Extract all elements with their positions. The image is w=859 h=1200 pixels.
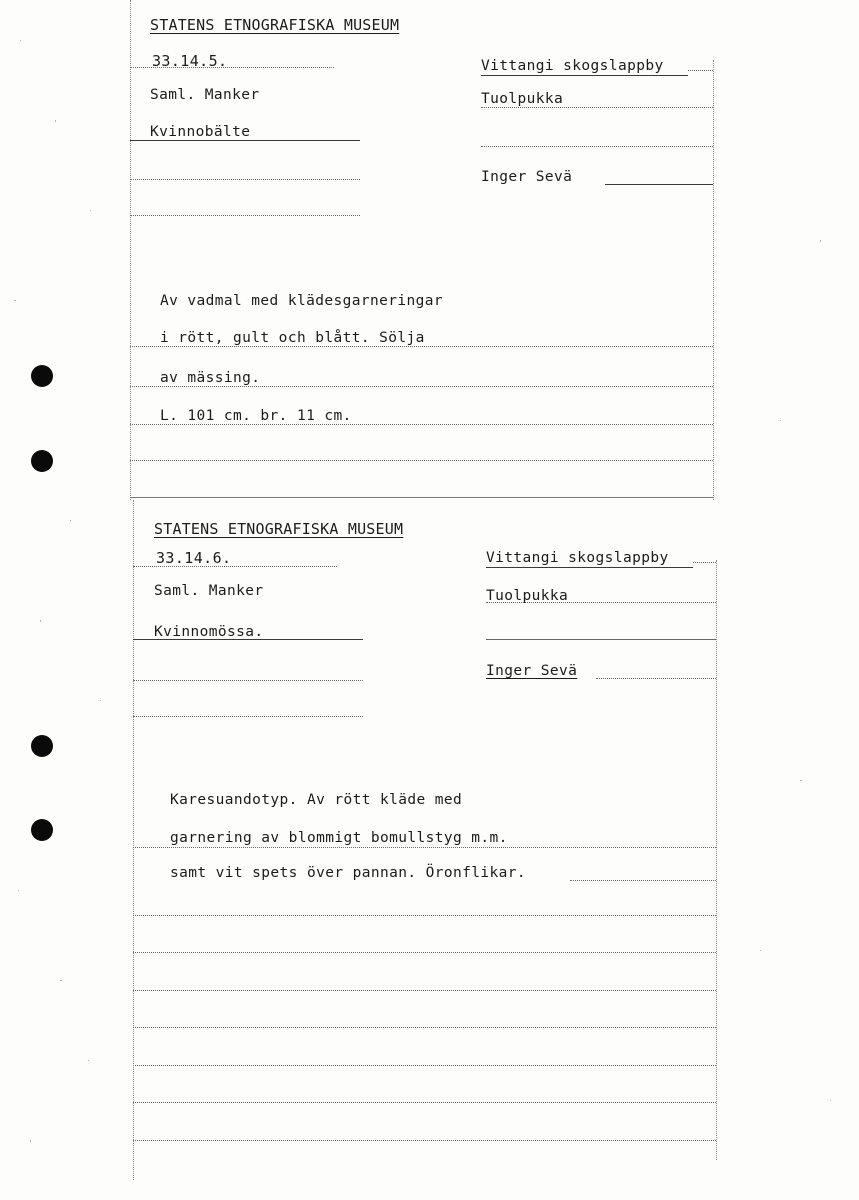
description-line: Karesuandotyp. Av rött kläde med bbox=[170, 792, 463, 808]
description-line: Av vadmal med klädesgarneringar bbox=[160, 293, 444, 309]
description-line: samt vit spets över pannan. Öronflikar. bbox=[170, 865, 527, 881]
collection-label: Saml. Manker bbox=[150, 87, 260, 103]
description-line: L. 101 cm. br. 11 cm. bbox=[160, 408, 352, 424]
museum-header: STATENS ETNOGRAFISKA MUSEUM bbox=[154, 520, 404, 538]
object-name: Kvinnobälte bbox=[150, 124, 251, 140]
description-line: i rött, gult och blått. Sölja bbox=[160, 330, 425, 346]
person-name: Inger Sevä bbox=[486, 663, 578, 679]
place-name: Vittangi skogslappby bbox=[486, 550, 669, 566]
locality-name: Tuolpukka bbox=[486, 588, 569, 604]
museum-header: STATENS ETNOGRAFISKA MUSEUM bbox=[150, 16, 400, 34]
locality-name: Tuolpukka bbox=[481, 91, 564, 107]
person-name: Inger Sevä bbox=[481, 169, 573, 185]
catalog-number: 33.14.5. bbox=[152, 52, 228, 70]
catalog-number: 33.14.6. bbox=[156, 549, 232, 567]
description-line: garnering av blommigt bomullstyg m.m. bbox=[170, 830, 508, 846]
object-name: Kvinnomössa. bbox=[154, 624, 264, 640]
description-line: av mässing. bbox=[160, 370, 261, 386]
place-name: Vittangi skogslappby bbox=[481, 58, 664, 74]
collection-label: Saml. Manker bbox=[154, 583, 264, 599]
